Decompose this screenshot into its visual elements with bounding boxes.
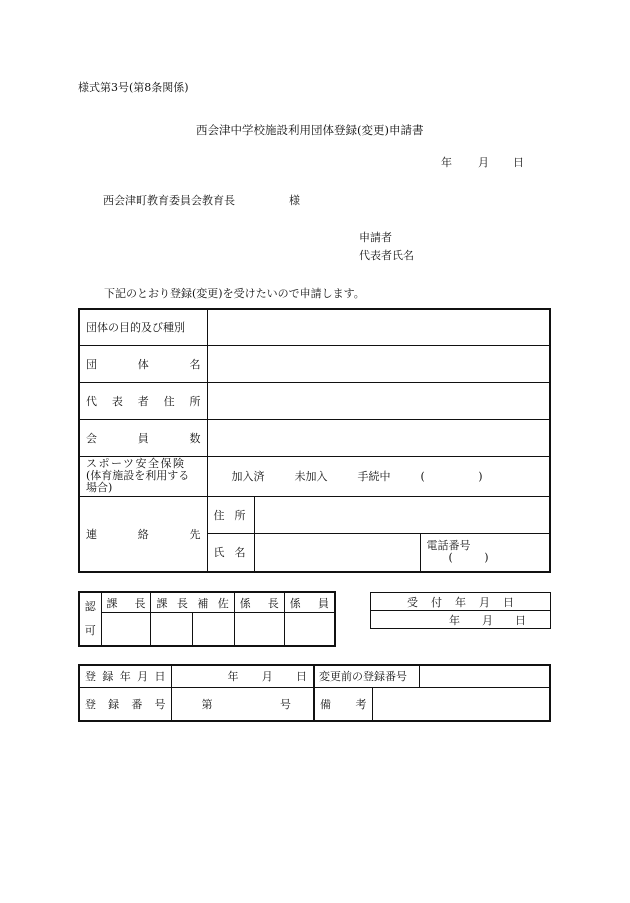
phone-label: 電話番号 <box>426 538 471 552</box>
approval-stamp-subsection-chief[interactable] <box>234 613 284 646</box>
contact-name-field[interactable] <box>255 534 421 571</box>
remarks-field[interactable] <box>372 687 550 721</box>
reg-date-label: 登 録 年 月 日 <box>79 665 171 687</box>
approval-head-section-chief: 課 長 <box>101 592 151 613</box>
insurance-option-joined[interactable]: 加入済 <box>231 470 265 483</box>
reg-number-label: 登 録 番 号 <box>79 687 171 721</box>
group-name-label: 団 体 名 <box>79 345 207 382</box>
representative-name-label: 代表者氏名 <box>359 249 414 262</box>
contact-name-label: 氏 名 <box>207 533 254 572</box>
purpose-field[interactable] <box>207 309 550 345</box>
insurance-label: スポーツ安全保険 (体育施設を利用する 場合) <box>79 456 207 496</box>
insurance-options[interactable] <box>207 456 550 496</box>
honorific: 様 <box>289 194 300 207</box>
rep-address-field[interactable] <box>207 382 550 419</box>
approval-stamp-staff[interactable] <box>284 613 335 646</box>
date-month-label: 月 <box>478 156 489 169</box>
phone-field[interactable]: 電話番号 ( ) <box>426 538 489 564</box>
insurance-option-not-joined[interactable]: 未加入 <box>294 470 328 483</box>
insurance-note-field[interactable]: ( ) <box>420 469 483 483</box>
date-year-label: 年 <box>441 156 452 169</box>
reg-date-field[interactable]: 年 月 日 <box>171 665 314 687</box>
contact-address-label: 住 所 <box>207 496 254 533</box>
member-count-label: 会 員 数 <box>79 419 207 456</box>
applicant-label: 申請者 <box>359 231 392 244</box>
insurance-option-in-progress[interactable]: 手続中 <box>357 470 391 483</box>
reg-number-field[interactable]: 第 号 <box>171 687 314 721</box>
group-name-field[interactable] <box>207 345 550 382</box>
approval-head-subsection-chief: 係 長 <box>234 592 284 613</box>
remarks-label: 備 考 <box>314 687 372 721</box>
contact-label: 連 絡 先 <box>79 496 207 572</box>
application-table <box>78 308 551 573</box>
approval-stamp-assistant-chief[interactable] <box>151 613 193 646</box>
contact-name-row <box>254 533 550 572</box>
date-day-label: 日 <box>513 156 524 169</box>
approval-side-label: 認 可 <box>79 592 101 646</box>
receipt-table <box>370 592 551 629</box>
receipt-date-field[interactable]: 年 月 日 <box>371 611 551 629</box>
prev-reg-number-label: 変更前の登録番号 <box>314 665 419 687</box>
member-count-field[interactable] <box>207 419 550 456</box>
approval-head-staff: 係 員 <box>284 592 335 613</box>
approval-stamp-section-chief[interactable] <box>101 613 151 646</box>
page-title: 西会津中学校施設利用団体登録(変更)申請書 <box>196 123 424 137</box>
rep-address-label: 代 表 者 住 所 <box>79 382 207 419</box>
contact-address-field[interactable] <box>254 496 550 533</box>
addressee: 西会津町教育委員会教育長 <box>103 194 235 207</box>
form-number: 様式第3号(第8条関係) <box>78 81 189 94</box>
approval-table <box>78 591 336 647</box>
registration-table <box>78 664 551 722</box>
approval-head-assistant-chief: 課 長 補 佐 <box>151 592 234 613</box>
purpose-label: 団体の目的及び種別 <box>79 309 207 345</box>
application-statement: 下記のとおり登録(変更)を受けたいので申請します。 <box>104 287 365 300</box>
approval-stamp-assistant-chief-2[interactable] <box>193 613 235 646</box>
prev-reg-number-field[interactable] <box>419 665 550 687</box>
receipt-header: 受 付 年 月 日 <box>371 593 551 611</box>
